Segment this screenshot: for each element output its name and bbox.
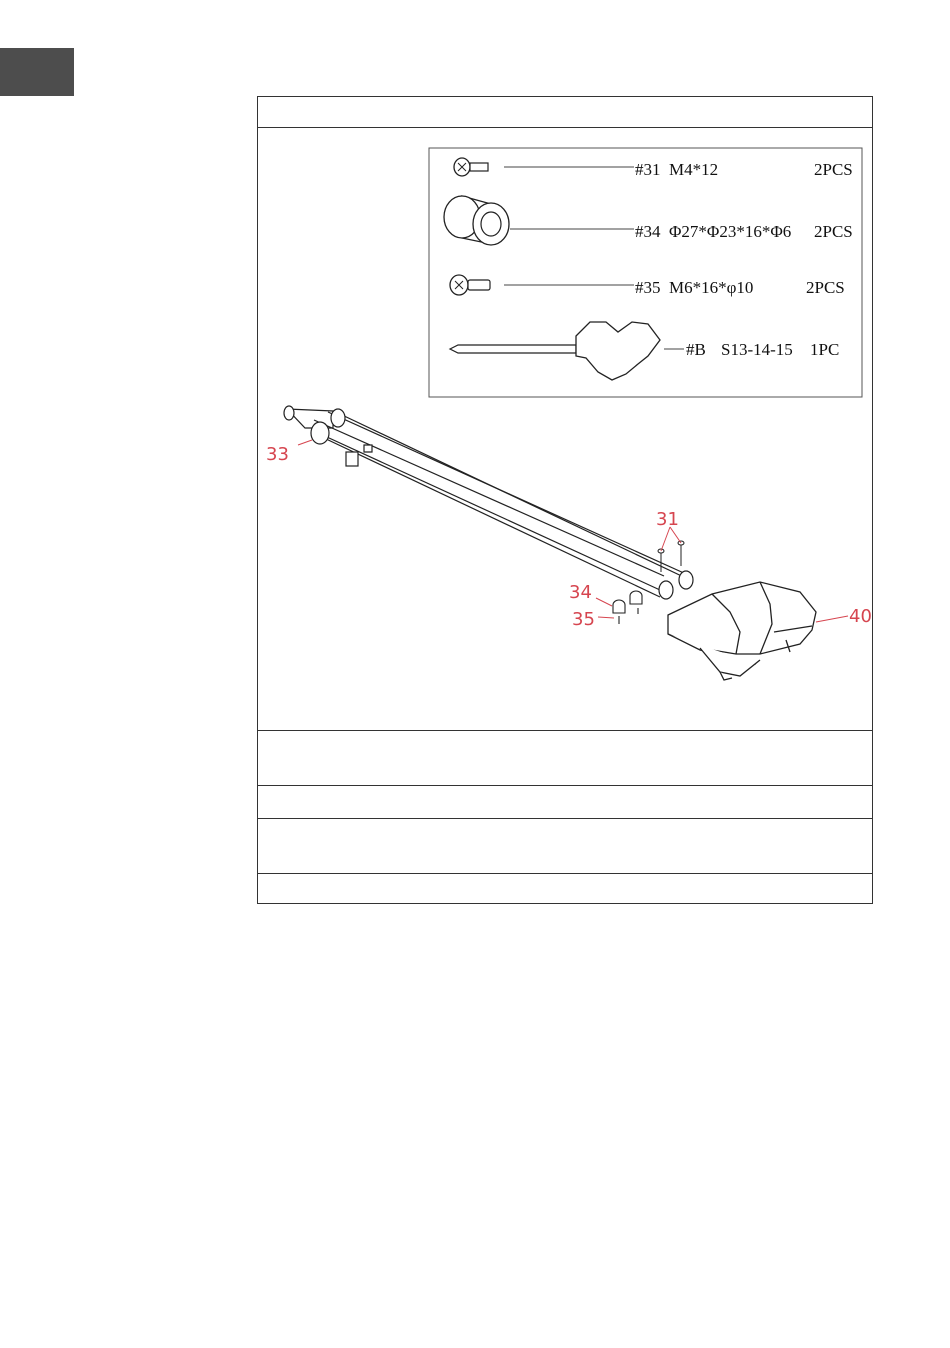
hw-35-spec: M6*16*φ10 [669,278,754,297]
wrench-screwdriver-icon [450,322,660,380]
hw-31-spec: M4*12 [669,160,719,179]
callout-40: 40 [849,606,872,627]
hw-B-qty: 1PC [810,340,840,359]
hw-34-spec: Φ27*Φ23*16*Φ6 [669,222,792,241]
hw-B-id: #B [686,340,706,359]
hw-34-qty: 2PCS [814,222,853,241]
bushing-icon [444,196,509,245]
hw-31-qty: 2PCS [814,160,853,179]
hw-31-id: #31 [635,160,661,179]
hw-35-qty: 2PCS [806,278,845,297]
callout-31: 31 [656,509,679,530]
bolt-icon [450,275,490,295]
callout-35: 35 [572,609,595,630]
hardware-box [429,148,862,397]
callout-34: 34 [569,582,592,603]
hw-34-id: #34 [635,222,661,241]
console-unit [668,582,816,680]
screw-icon [454,158,488,176]
hw-35-id: #35 [635,278,661,297]
hw-B-spec: S13-14-15 [721,340,793,359]
callout-33: 33 [266,444,289,465]
bushing-34-parts [613,591,642,624]
handlebar-tube [284,406,693,599]
